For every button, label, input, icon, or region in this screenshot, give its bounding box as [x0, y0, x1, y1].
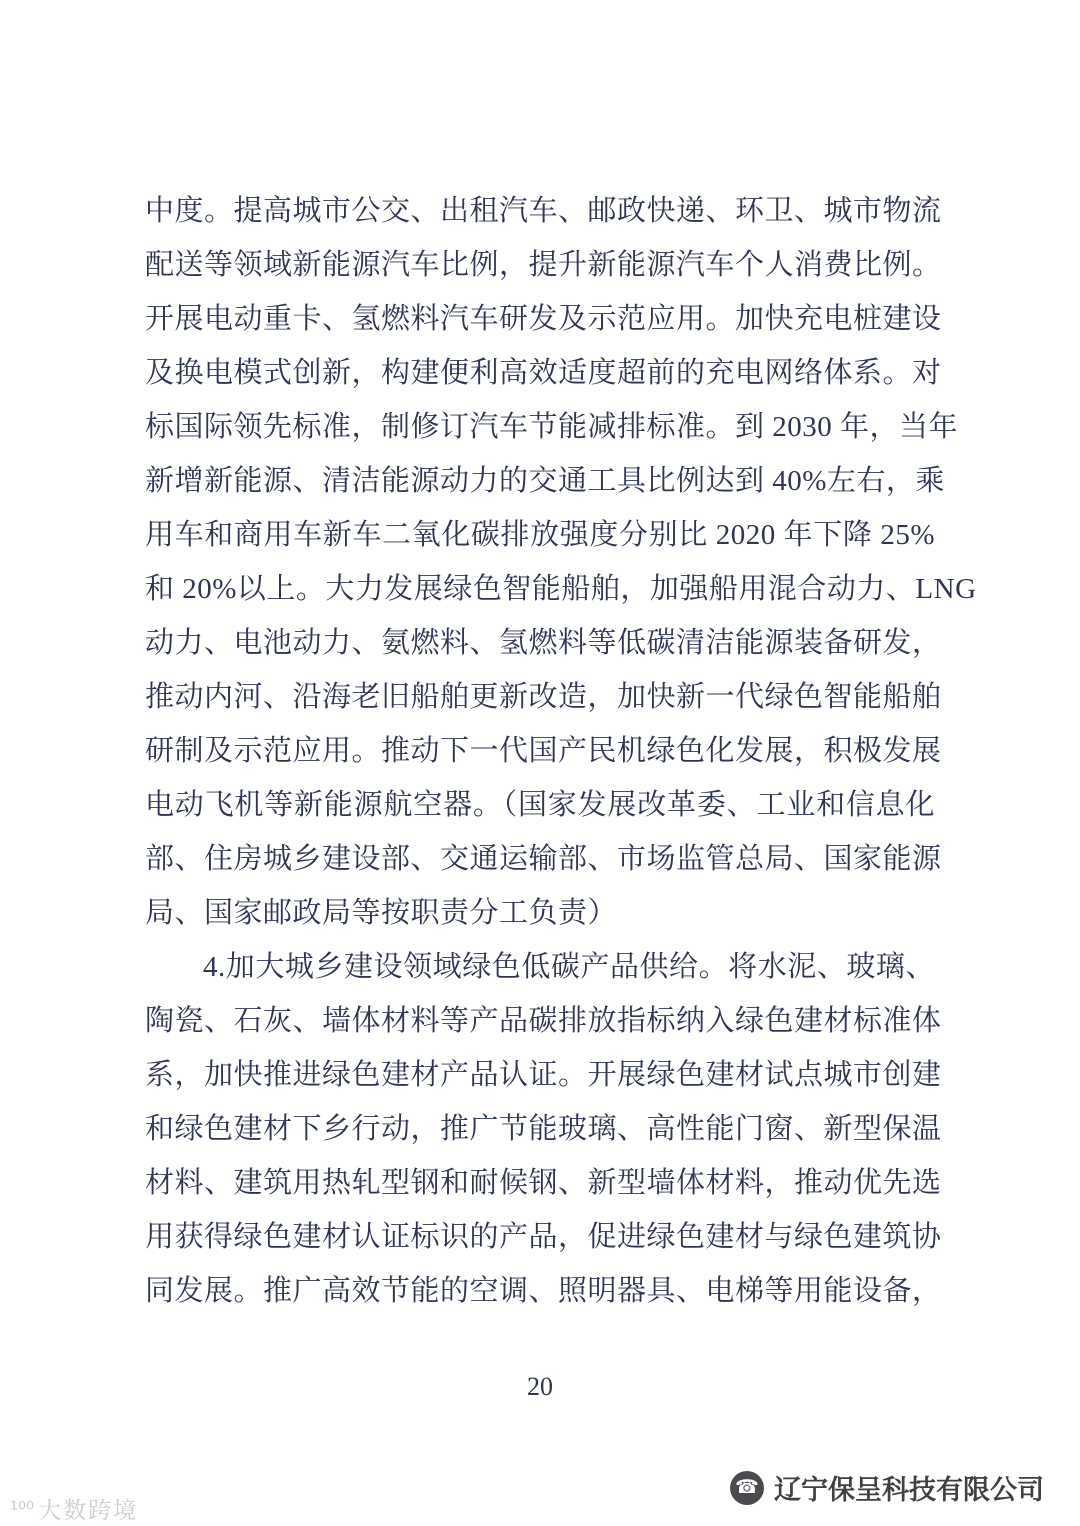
watermark-text: 大数跨境 [38, 1497, 139, 1523]
text-line: 开展电动重卡、氢燃料汽车研发及示范应用。加快充电桩建设 [145, 303, 942, 335]
watermark [10, 1492, 138, 1525]
text-line: 标国际领先标准，制修订汽车节能减排标准。到 2030 年，当年 [145, 411, 959, 443]
text-line: 动力、电池动力、氨燃料、氢燃料等低碳清洁能源装备研发， [145, 627, 942, 659]
text-line: 陶瓷、石灰、墙体材料等产品碳排放指标纳入绿色建材标准体 [145, 1005, 942, 1037]
text-line: 推动内河、沿海老旧船舶更新改造，加快新一代绿色智能船舶 [145, 681, 942, 713]
page-number: 20 [527, 1372, 553, 1401]
text-line: 中度。提高城市公交、出租汽车、邮政快递、环卫、城市物流 [145, 195, 942, 227]
company-name: 辽宁保呈科技有限公司 [774, 1475, 1044, 1505]
text-line: 用车和商用车新车二氧化碳排放强度分别比 2020 年下降 25% [145, 519, 935, 551]
company-footer [730, 1468, 1044, 1507]
text-line: 及换电模式创新，构建便利高效适度超前的充电网络体系。对 [145, 357, 942, 389]
text-line: 新增新能源、清洁能源动力的交通工具比例达到 40%左右，乘 [145, 465, 945, 497]
text-line: 同发展。推广高效节能的空调、照明器具、电梯等用能设备， [145, 1275, 942, 1307]
document-body [145, 184, 977, 1318]
text-line: 配送等领域新能源汽车比例，提升新能源汽车个人消费比例。 [145, 249, 942, 281]
text-line: 部、住房城乡建设部、交通运输部、市场监管总局、国家能源 [145, 843, 942, 875]
text-line: 材料、建筑用热轧型钢和耐候钢、新型墙体材料，推动优先选 [145, 1167, 942, 1199]
text-line: 系，加快推进绿色建材产品认证。开展绿色建材试点城市创建 [145, 1059, 942, 1091]
text-line: 和绿色建材下乡行动，推广节能玻璃、高性能门窗、新型保温 [145, 1113, 942, 1145]
text-line: 电动飞机等新能源航空器。（国家发展改革委、工业和信息化 [145, 789, 935, 821]
watermark-logo-icon: ¹⁰⁰ [10, 1496, 35, 1521]
text-line: 4.加大城乡建设领域绿色低碳产品供给。将水泥、玻璃、 [203, 951, 935, 983]
phone-logo-icon: ☎ [730, 1471, 764, 1505]
text-line: 局、国家邮政局等按职责分工负责） [145, 897, 618, 929]
text-line: 研制及示范应用。推动下一代国产民机绿色化发展，积极发展 [145, 735, 942, 767]
text-line: 和 20%以上。大力发展绿色智能船舶，加强船用混合动力、LNG [145, 573, 977, 605]
text-line: 用获得绿色建材认证标识的产品，促进绿色建材与绿色建筑协 [145, 1221, 942, 1253]
